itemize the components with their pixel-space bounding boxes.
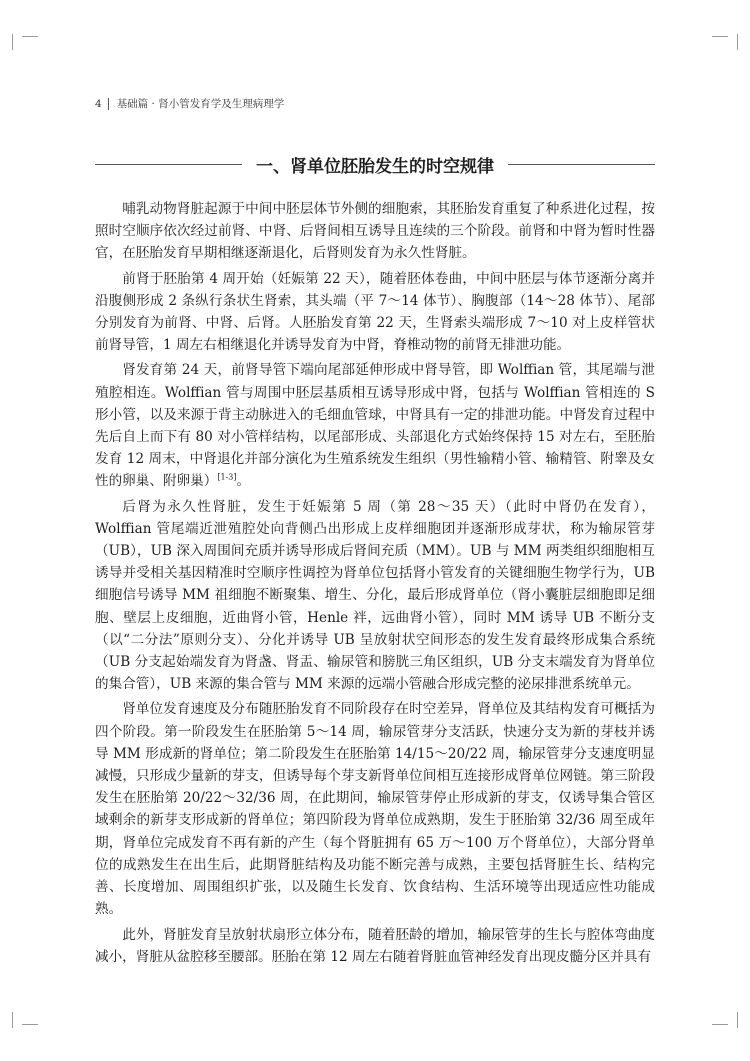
paragraph-2: 前肾于胚胎第 4 周开始（妊娠第 22 天），随着胚体卷曲，中间中胚层与体节逐渐分离并沿腹侧形成 2 条纵行条状生肾索，其头端（平 7～14 体节）、胸腹部（14～28 体节）、尾部分别发育为前肾、中肾、后肾。人胚胎发育第 22 天，生肾索头端形成 7～10 对上皮样管状前肾导管，1 周左右相继退化并诱导发育为中肾，脊椎动物的前肾无排泄功能。 [95, 270, 655, 354]
body-text [95, 198, 655, 971]
paragraph-3 [95, 359, 655, 492]
paragraph-3-end: 。 [236, 473, 251, 490]
heading-rule-right [508, 164, 655, 165]
crop-mark-top-left [12, 34, 13, 50]
heading-rule-left [95, 164, 242, 165]
crop-mark-top-right [712, 36, 728, 37]
crop-mark-bottom-right [712, 1024, 728, 1025]
crop-mark-bottom-right [737, 1012, 738, 1028]
running-title: 基础篇 · 肾小管发育学及生理病理学 [116, 98, 285, 110]
crop-mark-bottom-left [12, 1012, 13, 1028]
paragraph-3-text: 肾发育第 24 天，前肾导管下端向尾部延伸形成中肾导管，即 Wolffian 管，其尾端与泄殖腔相连。Wolffian 管与周围中胚层基质相互诱导形成中肾，包括与 Wolffian 管相连的 S 形小管，以及来源于背主动脉进入的毛细血管球，中肾具有一定的排泄功能。中肾发育过程中先后自上而下有 80 对小管样结构，以尾部形成、头部退化方式始终保持 15 对左右，至胚胎发育 12 周末，中肾退化并部分演化为生殖系统发生组织（男性输精小管、输精管、附睾及女性的卵巢、附卵巢） [95, 362, 655, 490]
page-number: 4 [95, 97, 102, 110]
paragraph-4: 后肾为永久性肾脏，发生于妊娠第 5 周（第 28～35 天）（此时中肾仍在发育），Wolffian 管尾端近泄殖腔处向背侧凸出形成上皮样细胞团并逐渐形成芽状，称为输尿管芽（UB），UB 深入周围间充质并诱导形成后肾间充质（MM）。UB 与 MM 两类组织细胞相互诱导并受相关基因精准时空顺序性调控为肾单位包括肾小管发育的关键细胞生物学行为，UB 细胞信号诱导 MM 祖细胞不断聚集、增生、分化，最后形成肾单位（肾小囊脏层细胞即足细胞、壁层上皮细胞，近曲肾小管，Henle 袢，远曲肾小管），同时 MM 诱导 UB 不断分支（以“二分法”原则分支）、分化并诱导 UB 呈放射状空间形态的发生发育最终形成集合系统（UB 分支起始端发育为肾盏、肾盂、输尿管和膀胱三角区组织，UB 分支末端发育为肾单位的集合管），UB 来源的集合管与 MM 来源的远端小管融合形成完整的泌尿排泄系统单元。 [95, 498, 655, 693]
running-header [95, 96, 655, 111]
citation-reference: [1-3] [217, 472, 237, 482]
section-heading [95, 152, 655, 177]
crop-mark-bottom-left [22, 1024, 38, 1025]
crop-mark-top-left [22, 36, 38, 37]
paragraph-6: 此外，肾脏发育呈放射状扇形立体分布，随着胚龄的增加，输尿管芽的生长与腔体弯曲度减小，肾脏从盆腔移至腰部。胚胎在第 12 周左右随着肾脏血管神经发育出现皮髓分区并具有 [95, 926, 655, 965]
header-divider [108, 98, 109, 110]
crop-mark-top-right [737, 34, 738, 50]
section-title: 一、肾单位胚胎发生的时空规律 [256, 157, 494, 177]
paragraph-1: 哺乳动物肾脏起源于中间中胚层体节外侧的细胞索，其胚胎发育重复了种系进化过程，按照时空顺序依次经过前肾、中肾、后肾间相互诱导且连续的三个阶段。前肾和中肾为暂时性器官，在胚胎发育早期相继逐渐退化，后肾则发育为永久性肾脏。 [95, 201, 655, 262]
paragraph-5: 肾单位发育速度及分布随胚胎发育不同阶段存在时空差异，肾单位及其结构发育可概括为四个阶段。第一阶段发生在胚胎第 5～14 周，输尿管芽分支活跃，快速分支为新的芽枝并诱导 MM 形成新的肾单位；第二阶段发生在胚胎第 14/15～20/22 周，输尿管芽分支速度明显减慢，只形成少量新的芽支，但诱导每个芽支新肾单位间相互连接形成肾单位网链。第三阶段发生在胚胎第 20/22～32/36 周，在此期间，输尿管芽停止形成新的芽支，仅诱导集合管区域剩余的新芽支形成新的肾单位；第四阶段为肾单位成熟期，发生于胚胎第 32/36 周至成年期，肾单位完成发育不再有新的产生（每个肾脏拥有 65 万～100 万个肾单位），大部分肾单位的成熟发生在出生后，此期肾脏结构及功能不断完善与成熟，主要包括肾脏生长、结构完善、长度增加、周围组织扩张，以及随生长发育、饮食结构、生活环境等出现适应性功能成熟。 [95, 701, 655, 918]
